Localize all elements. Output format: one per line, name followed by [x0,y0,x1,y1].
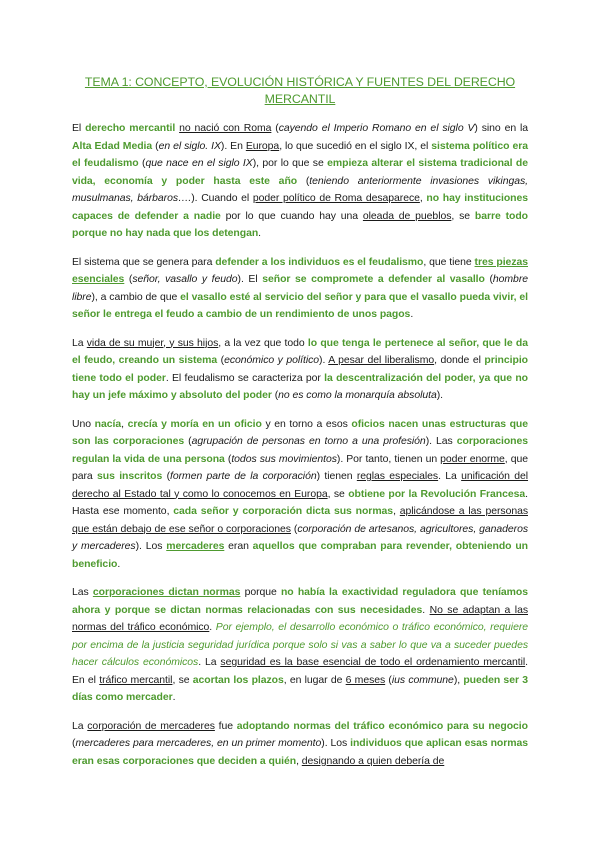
text-run: ). Cuando el [191,193,253,204]
text-run: ), por lo que se [252,158,328,169]
text-run: ( [162,471,171,482]
text-run: ( [217,355,225,366]
text-run: ( [138,158,146,169]
text-run: ( [271,390,279,401]
text-run: ( [72,738,76,749]
text-run: , [296,755,302,767]
text-run: El [72,123,86,134]
styled-text-run: la descentralización del poder, ya que no hay un jefe máximo y absoluto del poder [72,372,528,401]
styled-text-run: Por ejemplo, el desarrollo económico o tráfico económico, requiere por encima de la justicia seguridad jurídica porque solo si vas a saber lo que va a suceder puedes hacer cálculos económicos [72,622,529,668]
styled-text-run: hombre libre [72,274,528,303]
styled-text-run: corporaciones regulan la vida de una persona [72,436,529,465]
styled-text-run: mercaderes para mercaderes, en un primer momento [75,738,322,749]
text-run: , se [172,674,193,686]
styled-text-run: señor, vasallo y feudo [132,274,238,285]
text-run: , [393,506,400,517]
text-run: ( [385,674,392,686]
styled-text-run: sistema político era el feudalismo [72,140,528,169]
text-run: por lo que cuando hay una [220,210,363,222]
styled-text-run: Alta Edad Media [72,140,153,152]
text-run: ), a cambio de que [91,291,181,303]
styled-text-run: No se adaptan a las normas del tráfico económico [72,604,528,633]
text-run: ). [436,390,443,401]
text-run: . [117,558,121,570]
styled-text-run: principio tiene todo el poder [72,355,528,384]
text-run: ). Los [321,738,351,749]
text-run: , lo que sucedió en el siglo IX, el [279,140,432,152]
styled-text-run: teniendo anteriormente invasiones vikingas, musulmanas, bárbaros…. [72,175,528,204]
text-run: Uno [72,418,95,430]
styled-text-run: agrupación de personas en torno a una profesión [191,436,426,447]
styled-text-run: económico y político [224,355,320,366]
paragraph [72,254,528,324]
text-run: ) tienen [316,471,357,482]
text-run: El sistema que se genera para [72,256,216,268]
styled-text-run: derecho mercantil [85,123,176,134]
paragraph [72,335,528,405]
styled-text-run: acortan los plazos [192,674,284,686]
text-run: y en torno a esos [261,418,352,430]
styled-text-run: corporaciones dictan normas [92,587,241,598]
text-run: fue [214,720,237,732]
text-run: ), [453,674,464,686]
styled-text-run: lo que tenga le pertenece al señor, que le da el feudo, creando un sistema [72,337,528,366]
styled-text-run: pueden ser 3 días como mercader [72,674,528,703]
styled-text-run: no es como la monarquía absoluta [278,390,437,401]
text-run: porque [240,587,281,598]
styled-text-run: nacía [94,418,122,430]
text-run: , que para [72,453,528,482]
text-run: ). Los [135,541,167,552]
styled-text-run: reglas especiales [356,471,439,482]
styled-text-run: seguridad es la base esencial de todo el ordenamiento mercantil [220,657,526,668]
styled-text-run: que nace en el siglo IX [145,158,253,169]
document-title: TEMA 1: CONCEPTO, EVOLUCIÓN HISTÓRICA Y FUENTES DEL DERECHO MERCANTIL [84,75,516,106]
text-run: . La [438,471,462,482]
text-run: ( [271,123,279,134]
styled-text-run: corporación de mercaderes [87,720,215,732]
styled-text-run: el vasallo esté al servicio del señor y para que el vasallo pueda vivir, el señor le entrega el feudo a cambio de un rendimiento de unos pagos [72,291,529,320]
text-run: ( [224,453,232,465]
styled-text-run: A pesar del liberalismo [328,355,435,366]
text-run: ). [319,355,329,366]
text-run: , donde el [434,355,485,366]
text-run: , [121,418,128,430]
styled-text-run: corporación de artesanos, agricultores, ganaderos y mercaderes [72,523,528,552]
styled-text-run: defender a los individuos es el feudalismo [215,256,424,268]
text-run: . [410,309,414,320]
text-run: ( [290,523,298,535]
styled-text-run: mercaderes [166,541,225,552]
styled-text-run: oleada de pueblos [362,210,452,222]
text-run: , [419,193,427,204]
text-run: ( [297,175,310,187]
styled-text-run: cayendo el Imperio Romano en el siglo V [278,123,475,134]
paragraph [72,584,528,707]
text-run: ) sino en la [474,123,528,134]
styled-text-run: en el siglo. IX [158,140,221,152]
styled-text-run: vida de su mujer, y sus hijos [86,337,219,349]
styled-text-run: 6 meses [345,674,386,686]
text-run: ). Las [425,436,457,447]
text-run: ). El [237,274,263,285]
text-run: ( [152,140,159,152]
text-run: . [258,228,262,239]
text-run: , a la vez que todo [218,337,308,349]
paragraph [72,718,528,771]
styled-text-run: no había la exactividad reguladora que teníamos ahora y porque se dictan normas relacionadas con sus necesidades [72,587,528,616]
text-run: . El feudalismo se caracteriza por [165,372,325,384]
styled-text-run: tres piezas esenciales [72,256,528,285]
body-text [72,120,528,770]
text-run: ). Por tanto, tienen un [336,453,441,465]
text-run: . [422,604,430,616]
text-run: , se [451,210,475,222]
styled-text-run: oficios nacen unas estructuras que son las corporaciones [72,418,529,447]
text-run: , que tiene [423,256,475,268]
styled-text-run: cada señor y corporación dicta sus normas [173,506,394,517]
styled-text-run: aquellos que compraban para revender, obteniendo un beneficio [72,541,528,570]
styled-text-run: empieza alterar el sistema tradicional de vida, economía y poder hasta este año [72,158,528,187]
text-run: . [172,692,176,703]
text-run: . La [198,657,221,668]
styled-text-run: poder político de Roma desaparece [252,193,420,204]
styled-text-run: formen parte de la corporación [170,471,317,482]
text-run: . Hasta ese momento, [72,488,528,517]
text-run: ( [124,274,133,285]
text-run: La [72,720,88,732]
styled-text-run: sus inscritos [97,471,163,482]
styled-text-run: designando a quien debería de [301,755,445,767]
styled-text-run: individuos que aplican esas normas eran esas corporaciones que deciden a quién [72,738,529,767]
text-run: La [72,337,87,349]
styled-text-run: no hay instituciones capaces de defender a nadie [72,193,528,222]
text-run: Las [72,587,93,598]
styled-text-run: Europa [245,140,280,152]
styled-text-run: aplicándose a las personas que están debajo de ese señor o corporaciones [72,506,528,535]
styled-text-run: unificación del derecho al Estado tal y como lo conocemos en Europa [72,471,529,500]
text-run: ). En [220,140,246,152]
paragraph [72,416,528,574]
styled-text-run: no nació con Roma [179,123,272,134]
styled-text-run: ius commune [391,674,454,686]
text-run: , se [327,488,349,500]
text-run: ( [184,436,192,447]
paragraph [72,120,528,243]
styled-text-run: barre todo porque no hay nada que los detengan [72,210,528,239]
styled-text-run: obtiene por la Revolución Francesa [348,488,526,500]
styled-text-run: tráfico mercantil [99,674,173,686]
text-run: , en lugar de [283,674,346,686]
text-run: eran [224,541,253,552]
styled-text-run: poder enorme [440,453,505,465]
styled-text-run: señor se compromete a defender al vasallo [262,274,485,285]
text-run: . [209,622,216,633]
text-run: . En el [72,657,529,686]
text-run: ( [484,274,493,285]
styled-text-run: adoptando normas del tráfico económico para su negocio [236,720,528,732]
styled-text-run: crecía y moría en un oficio [127,418,262,430]
styled-text-run: todos sus movimientos [231,453,337,465]
